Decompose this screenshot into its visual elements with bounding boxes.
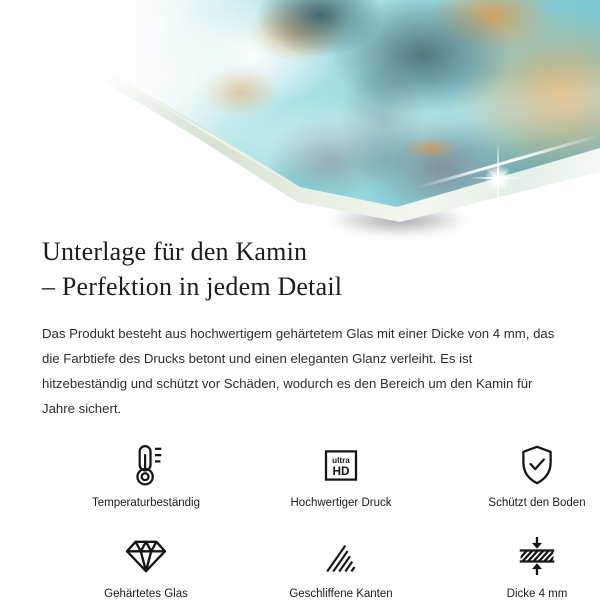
feature-temperature-resistant bbox=[60, 442, 232, 509]
svg-text:HD: HD bbox=[332, 463, 350, 478]
product-description: Das Produkt besteht aus hochwertigem gehärtetem Glas mit einer Dicke von 4 mm, das die Farbtiefe des Drucks betont und einen eleganten Glanz verleiht. Es ist hitzebeständig und schützt vor Schäden, wodurch es den Bereich um den Kamin für Jahre sichert. bbox=[42, 326, 555, 416]
features-grid bbox=[42, 442, 586, 600]
polished-edges-icon bbox=[322, 533, 360, 579]
diamond-icon bbox=[124, 533, 168, 579]
feature-label: Dicke 4 mm bbox=[506, 588, 568, 600]
thickness-arrows-icon bbox=[517, 533, 557, 579]
page-title-line1: Unterlage für den Kamin bbox=[42, 237, 308, 266]
ultra-hd-icon bbox=[321, 442, 361, 488]
feature-floor-protection bbox=[450, 442, 600, 509]
product-info-section bbox=[0, 234, 600, 600]
feature-thickness bbox=[450, 533, 600, 600]
feature-label: Hochwertiger Druck bbox=[290, 497, 392, 509]
feature-tempered-glass bbox=[60, 533, 232, 600]
feature-label: Schützt den Boden bbox=[488, 497, 586, 509]
feature-print-quality bbox=[232, 442, 450, 509]
feature-polished-edges bbox=[232, 533, 450, 600]
shield-check-icon bbox=[517, 442, 557, 488]
page-title-line2: – Perfektion in jedem Detail bbox=[42, 272, 343, 301]
feature-label: Geschliffene Kanten bbox=[289, 588, 393, 600]
product-image bbox=[0, 0, 600, 222]
thermometer-icon bbox=[128, 442, 164, 488]
feature-label: Gehärtetes Glas bbox=[104, 588, 188, 600]
svg-text:ultra: ultra bbox=[332, 455, 350, 465]
feature-label: Temperaturbeständig bbox=[91, 497, 201, 509]
sparkle-flare-icon bbox=[468, 148, 528, 208]
page-title bbox=[42, 234, 558, 304]
